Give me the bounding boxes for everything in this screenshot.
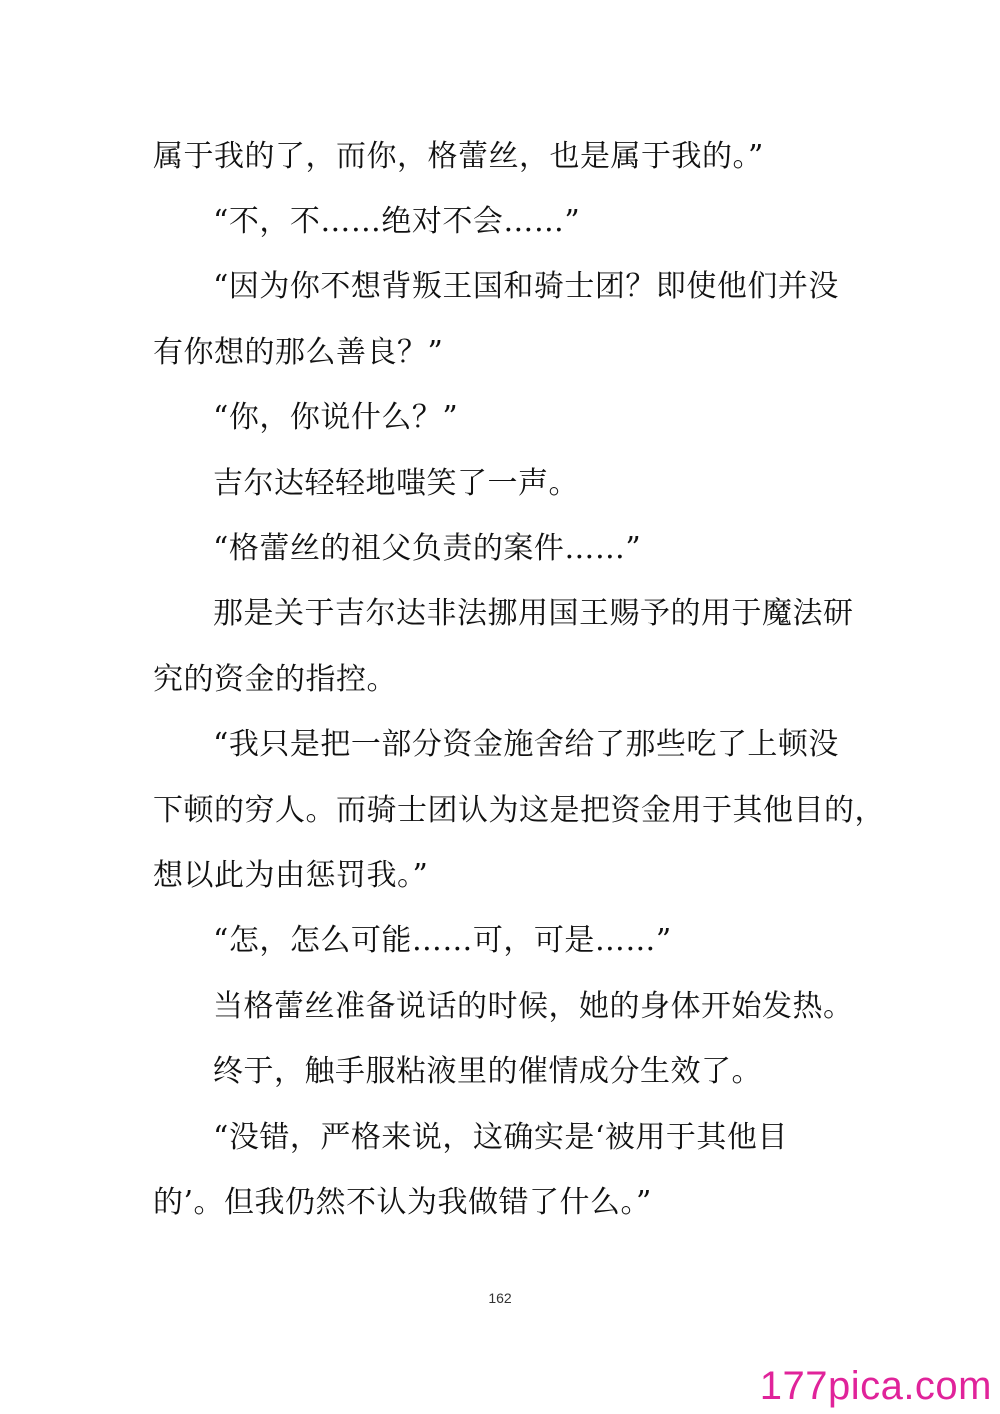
text-line-1: 属于我的了，而你，格蕾丝，也是属于我的。” <box>153 139 764 174</box>
text-line-3: “因为你不想背叛王国和骑士团？即使他们并没 <box>213 269 839 304</box>
text-line-12: 想以此为由惩罚我。” <box>153 858 429 893</box>
text-line-6: 吉尔达轻轻地嗤笑了一声。 <box>213 466 579 501</box>
text-line-8: 那是关于吉尔达非法挪用国王赐予的用于魔法研 <box>213 596 854 631</box>
text-line-15: 终于，触手服粘液里的催情成分生效了。 <box>213 1054 762 1089</box>
text-line-16: “没错，严格来说，这确实是‘被用于其他目 <box>213 1120 788 1155</box>
text-line-10: “我只是把一部分资金施舍给了那些吃了上顿没 <box>213 727 839 762</box>
text-line-13: “怎，怎么可能……可，可是……” <box>213 923 672 958</box>
text-line-4: 有你想的那么善良？” <box>153 335 444 370</box>
page-number: 162 <box>488 1290 512 1306</box>
text-line-14: 当格蕾丝准备说话的时候，她的身体开始发热。 <box>213 989 854 1024</box>
text-line-7: “格蕾丝的祖父负责的案件……” <box>213 531 642 566</box>
text-line-9: 究的资金的指控。 <box>153 662 397 697</box>
text-line-2: “不，不……绝对不会……” <box>213 204 581 239</box>
text-line-11: 下顿的穷人。而骑士团认为这是把资金用于其他目的， <box>153 793 885 828</box>
text-line-17: 的’。但我仍然不认为我做错了什么。” <box>153 1185 652 1220</box>
text-line-5: “你，你说什么？” <box>213 400 459 435</box>
site-watermark: 177pica.com <box>759 1364 992 1408</box>
